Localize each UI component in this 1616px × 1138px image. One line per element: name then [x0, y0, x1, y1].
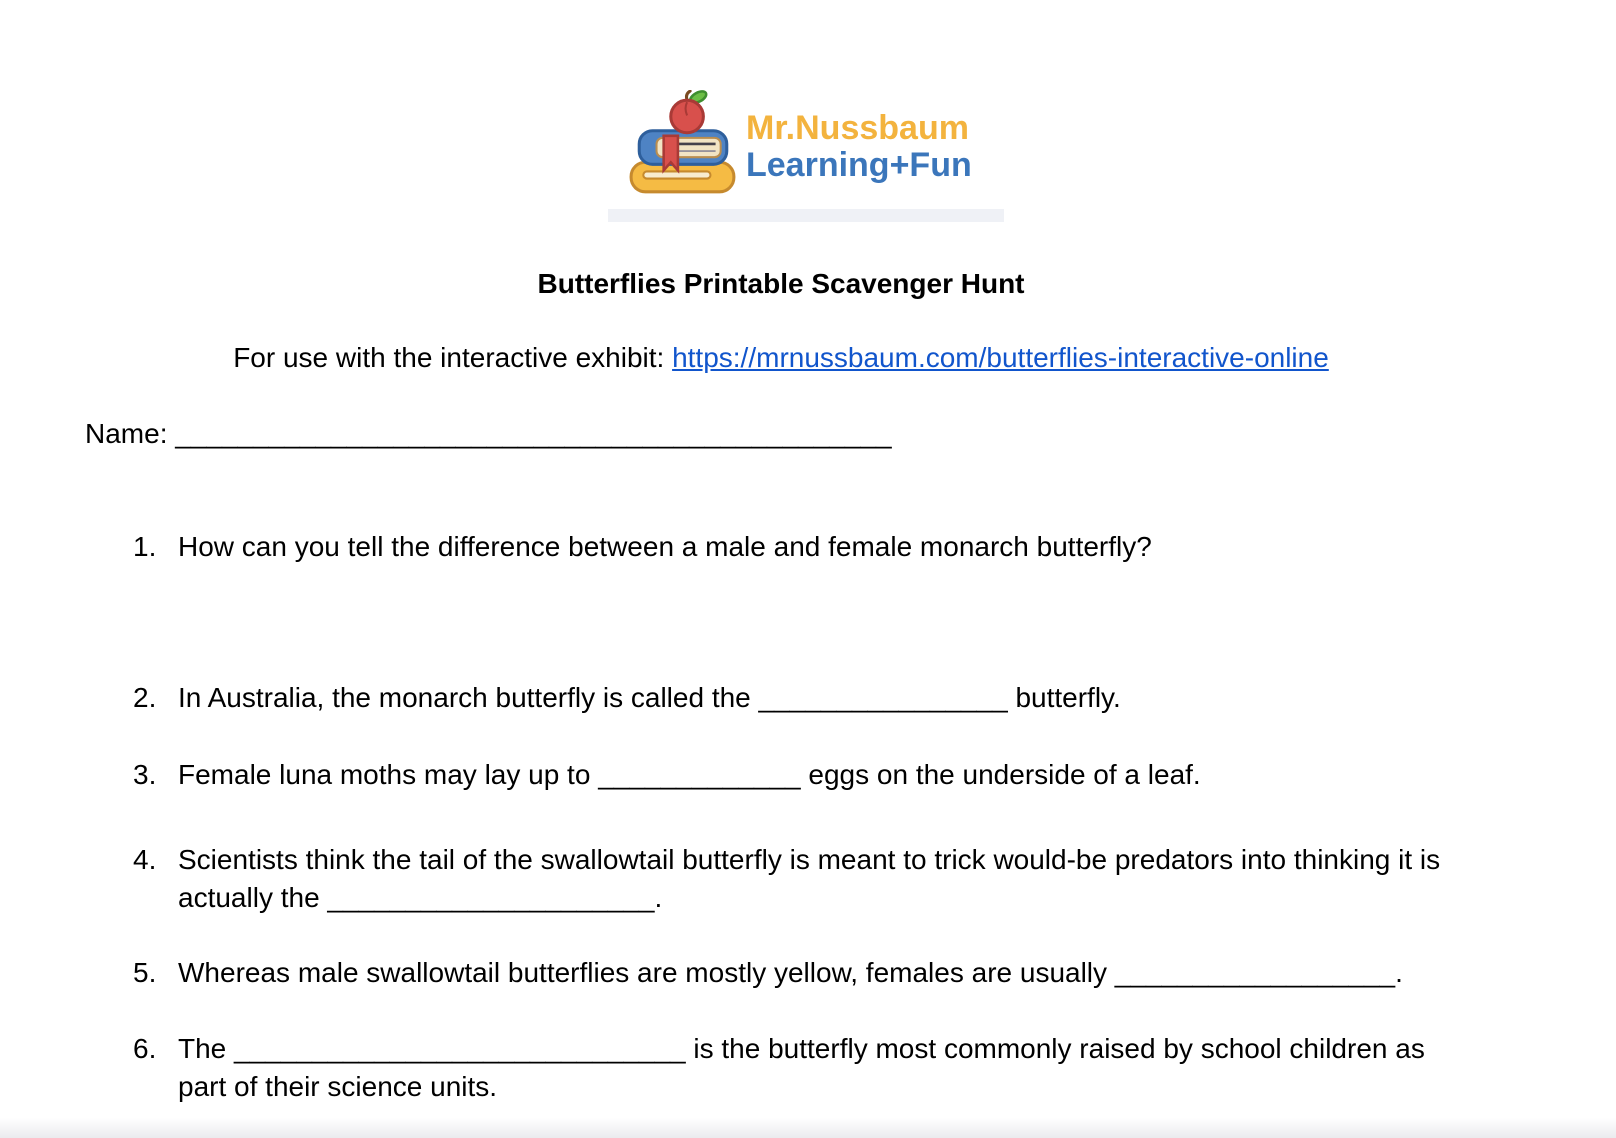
brand-name: Mr.Nussbaum — [746, 109, 969, 147]
question-2-text: In Australia, the monarch butterfly is called the ________________ butterfly. — [178, 682, 1121, 713]
question-4 — [133, 841, 1468, 917]
page-bottom-edge — [0, 1118, 1616, 1138]
stacked-books-apple-icon — [626, 90, 740, 204]
question-5-text: Whereas male swallowtail butterflies are mostly yellow, females are usually __________________. — [178, 957, 1403, 988]
question-5 — [133, 954, 1468, 992]
question-1 — [133, 528, 1468, 566]
question-4-text: Scientists think the tail of the swallowtail butterfly is meant to trick would-be predators into thinking it is actually the _____________________. — [178, 844, 1441, 913]
name-label: Name: — [85, 418, 168, 449]
question-3-number: 3. — [133, 759, 157, 790]
name-field — [85, 418, 892, 450]
exhibit-line-prefix: For use with the interactive exhibit: — [233, 342, 673, 373]
brand-tagline: Learning+Fun — [746, 146, 972, 184]
exhibit-line — [233, 342, 1329, 374]
site-logo — [626, 90, 972, 204]
question-6 — [133, 1030, 1468, 1106]
question-list — [133, 528, 1468, 1106]
question-6-text: The _____________________________ is the butterfly most commonly raised by school children as part of their science units. — [178, 1033, 1425, 1102]
question-5-number: 5. — [133, 957, 157, 988]
worksheet-title: Butterflies Printable Scavenger Hunt — [537, 268, 1025, 299]
question-3 — [133, 756, 1468, 794]
question-6-number: 6. — [133, 1033, 157, 1064]
question-3-text: Female luna moths may lay up to _____________ eggs on the underside of a leaf. — [178, 759, 1201, 790]
question-4-number: 4. — [133, 844, 157, 875]
name-blank-line: ______________________________________________ — [175, 418, 892, 449]
logo-divider-bar — [608, 209, 1004, 222]
question-2-number: 2. — [133, 682, 157, 713]
question-1-text: How can you tell the difference between a male and female monarch butterfly? — [178, 531, 1152, 562]
exhibit-link[interactable]: https://mrnussbaum.com/butterflies-interactive-online — [672, 342, 1329, 373]
question-1-number: 1. — [133, 531, 157, 562]
question-2 — [133, 679, 1468, 717]
brand-wordmark — [746, 110, 972, 184]
